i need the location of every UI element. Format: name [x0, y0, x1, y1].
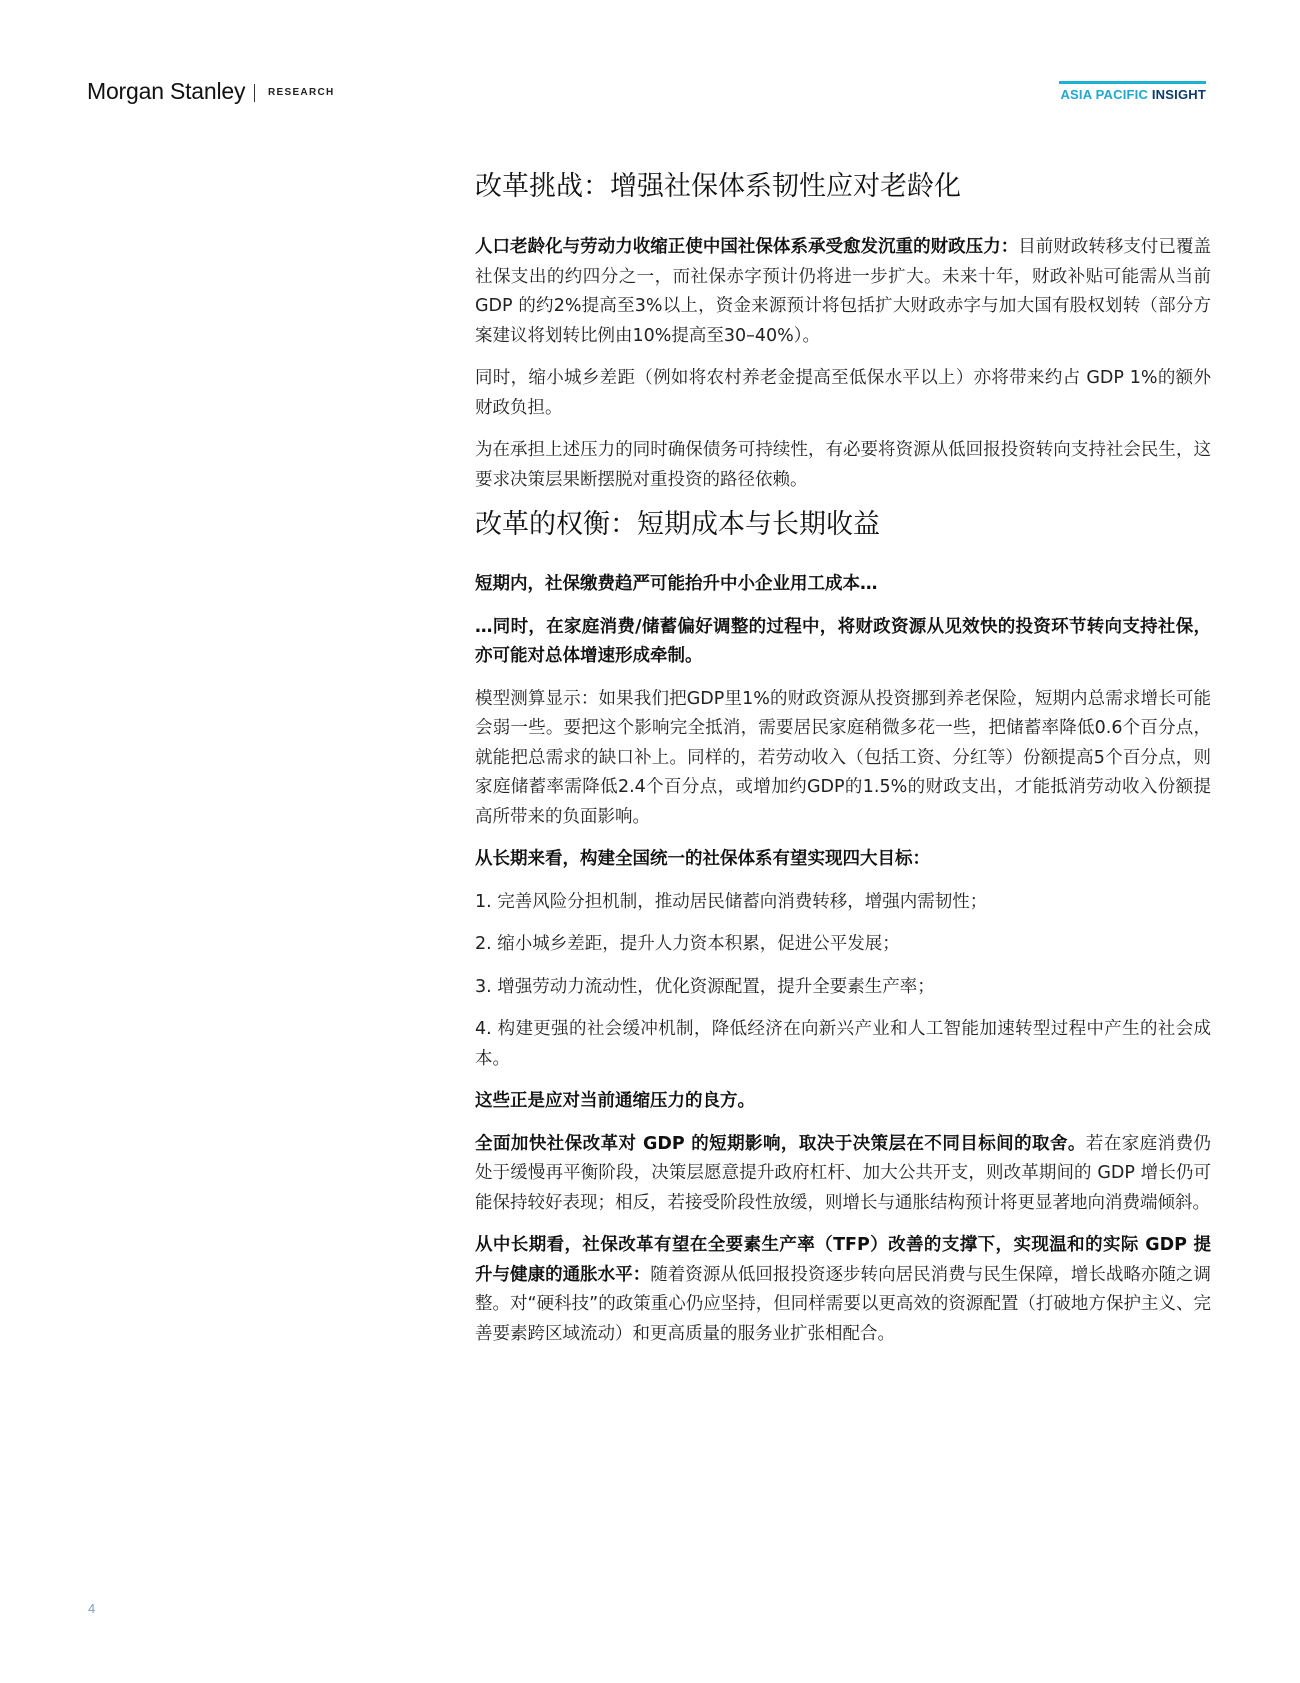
list-item: 2. 缩小城乡差距，提升人力资本积累，促进公平发展；: [475, 934, 900, 954]
paragraph-growth-drag: [475, 613, 1211, 672]
paragraph-lead: 从长期来看，构建全国统一的社保体系有望实现四大目标：: [475, 849, 930, 869]
paragraph-long-term-goals: [475, 845, 1211, 875]
paragraph-text: 目前财政转移支付已覆盖社保支出的约四分之一，而社保赤字预计仍将进一步扩大。未来十年，财政补贴可能需从当前GDP 的约2%提高至3%以上，资金来源预计将包括扩大财政赤字与加大国有股权划转（部分方案建议将划转比例由10%提高至30–40%）。: [475, 237, 1212, 346]
paragraph-lead: 这些正是应对当前通缩压力的良方。: [475, 1091, 755, 1111]
paragraph-model-estimate: 模型测算显示：如果我们把GDP里1%的财政资源从投资挪到养老保险，短期内总需求增长可能会弱一些。要把这个影响完全抵消，需要居民家庭稍微多花一些，把储蓄率降低0.6个百分点，就能把总需求的缺口补上。同样的，若劳动收入（包括工资、分红等）份额提高5个百分点，则家庭储蓄率需降低2.4个百分点，或增加约GDP的1.5%的财政支出，才能抵消劳动收入份额提高所带来的负面影响。: [475, 688, 1211, 827]
paragraph-aging-pressure: [475, 233, 1211, 351]
section-heading-reform-challenge: 改革挑战：增强社保体系韧性应对老龄化: [475, 171, 961, 202]
series-accent-bar: [1059, 81, 1206, 84]
paragraph-medium-long-term: [475, 1231, 1211, 1349]
paragraph-lead: 人口老龄化与劳动力收缩正使中国社保体系承受愈发沉重的财政压力：: [475, 237, 1019, 257]
paragraph-lead: 短期内，社保缴费趋严可能抬升中小企业用工成本…: [475, 574, 878, 594]
paragraph-lead: 全面加快社保改革对 GDP 的短期影响，取决于决策层在不同目标间的取舍。: [475, 1133, 1086, 1154]
list-item: 1. 完善风险分担机制，推动居民储蓄向消费转移，增强内需韧性；: [475, 891, 988, 912]
brand-logo: Morgan Stanley: [87, 78, 246, 104]
page-header: [0, 0, 1300, 120]
series-label: [1059, 87, 1206, 102]
paragraph-short-term-cost: [475, 570, 1211, 600]
paragraph-remedy: [475, 1087, 1211, 1117]
paragraph-gdp-short-term: [475, 1130, 1211, 1219]
paragraph-lead: 从中长期看，社保改革有望在全要素生产率（TFP）改善的支撑下，实现温和的实际 GDP 提升与健康的通胀水平：: [475, 1235, 1211, 1285]
section-label: RESEARCH: [268, 87, 335, 98]
list-item: 3. 增强劳动力流动性，优化资源配置，提升全要素生产率；: [475, 976, 935, 997]
paragraph-text: 随着资源从低回报投资逐步转向居民消费与民生保障，增长战略亦随之调整。对“硬科技”的政策重心仍应坚持，但同样需要以更高效的资源配置（打破地方保护主义、完善要素跨区域流动）和更高质量的服务业扩张相配合。: [475, 1264, 1212, 1344]
series-label-dark: INSIGHT: [1151, 87, 1206, 102]
paragraph-debt-sustainability: 为在承担上述压力的同时确保债务可持续性，有必要将资源从低回报投资转向支持社会民生，这要求决策层果断摆脱对重投资的路径依赖。: [475, 440, 1211, 490]
article-body: [475, 170, 1211, 1362]
paragraph-urban-rural: 同时，缩小城乡差距（例如将农村养老金提高至低保水平以上）亦将带来约占 GDP 1%的额外财政负担。: [475, 368, 1211, 418]
page-number: 4: [88, 1601, 96, 1616]
paragraph-lead: …同时，在家庭消费/储蓄偏好调整的过程中，将财政资源从见效快的投资环节转向支持社保，亦可能对总体增速形成牵制。: [475, 616, 1211, 666]
list-item: 4. 构建更强的社会缓冲机制，降低经济在向新兴产业和人工智能加速转型过程中产生的社会成本。: [475, 1019, 1211, 1069]
brand-divider: [254, 84, 255, 102]
series-label-light: ASIA PACIFIC: [1060, 87, 1149, 102]
section-heading-tradeoff: 改革的权衡：短期成本与长期收益: [475, 509, 880, 540]
paragraph-text: 若在家庭消费仍处于缓慢再平衡阶段，决策层愿意提升政府杠杆、加大公共开支，则改革期间的 GDP 增长仍可能保持较好表现；相反，若接受阶段性放缓，则增长与通胀结构预计将更显著地向消费端倾斜。: [475, 1133, 1212, 1213]
